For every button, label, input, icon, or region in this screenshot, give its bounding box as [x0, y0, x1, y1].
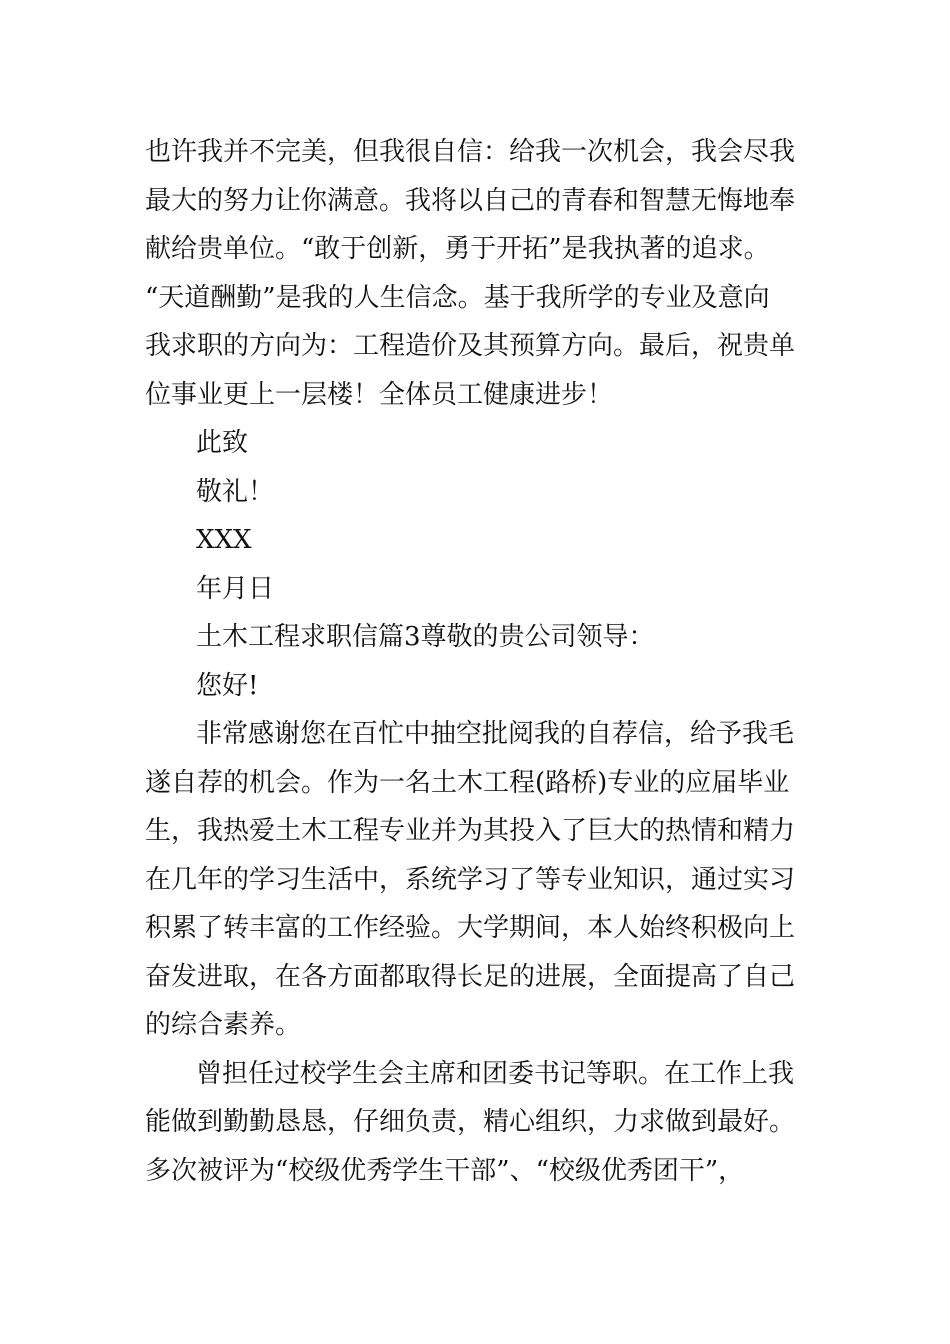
- paragraph-line: 的综合素养。: [145, 1010, 302, 1040]
- signature-text: XXX: [196, 525, 252, 555]
- paragraph-line: 遂自荐的机会。作为一名土木工程(路桥)专业的应届毕业: [145, 767, 790, 798]
- paragraph-line: 能做到勤勤恳恳，仔细负责，精心组织，力求做到最好。: [145, 1107, 796, 1137]
- paragraph-line: 我求职的方向为：工程造价及其预算方向。最后，祝贵单: [145, 331, 796, 361]
- paragraph-line: 非常感谢您在百忙中抽空批阅我的自荐信，给予我毛: [196, 719, 795, 749]
- paragraph-line: 最大的努力让你满意。我将以自己的青春和智慧无悔地奉: [145, 185, 796, 216]
- letter-body: [145, 128, 810, 1195]
- date-text: 年月日: [196, 573, 275, 604]
- section-heading: 土木工程求职信篇3尊敬的贵公司领导：: [196, 622, 655, 652]
- paragraph-line: 积累了转丰富的工作经验。大学期间，本人始终积极向上: [145, 913, 796, 943]
- paragraph-line: 献给贵单位。“敢于创新，勇于开拓”是我执著的追求。: [145, 234, 770, 264]
- paragraph-line: 曾担任过校学生会主席和团委书记等职。在工作上我: [196, 1058, 795, 1089]
- paragraph-line: 奋发进取，在各方面都取得长足的进展，全面提高了自己: [145, 961, 796, 992]
- salute-text: 敬礼！: [196, 476, 275, 507]
- paragraph-line: 多次被评为“校级优秀学生干部”、“校级优秀团干”，: [145, 1155, 745, 1186]
- closing-text: 此致: [196, 428, 249, 458]
- paragraph-line: 也许我并不完美，但我很自信：给我一次机会，我会尽我: [145, 137, 796, 167]
- greeting-text: 您好!: [196, 670, 259, 701]
- paragraph-line: 生，我热爱土木工程专业并为其投入了巨大的热情和精力: [145, 816, 796, 846]
- paragraph-line: 位事业更上一层楼！全体员工健康进步！: [145, 379, 614, 410]
- paragraph-line: “天道酬勤”是我的人生信念。基于我所学的专业及意向: [145, 282, 770, 313]
- paragraph-line: 在几年的学习生活中，系统学习了等专业知识，通过实习: [145, 864, 796, 895]
